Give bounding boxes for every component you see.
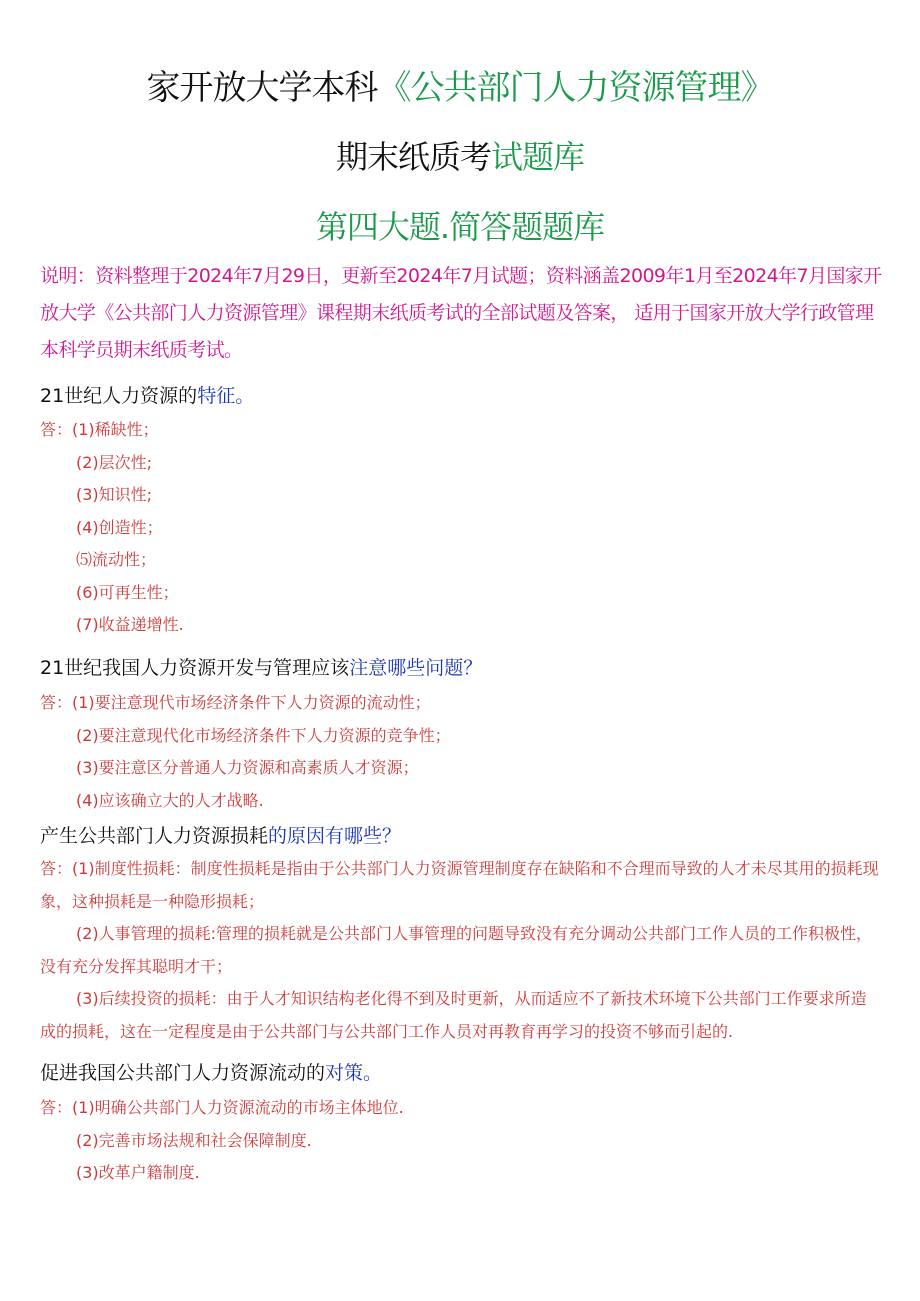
answer-line: (3)要注意区分普通人力资源和高素质人才资源； xyxy=(76,758,419,777)
answer-block-4 xyxy=(40,1092,404,1190)
answer-line: (3)后续投资的损耗：由于人才知识结构老化得不到及时更新，从而适应不了新技术环境下公共部门工作要求所造成的损耗，这在一定程度是由于公共部门与公共部门工作人员对再教育再学习的投资不够而引起的. xyxy=(40,989,867,1041)
answer-line: 答：(1)制度性损耗：制度性损耗是指由于公共部门人力资源管理制度存在缺陷和不合理而导致的人才未尽其用的损耗现象，这种损耗是一种隐形损耗； xyxy=(40,859,879,911)
question-text: 促进我国公共部门人力资源流动的 xyxy=(40,1062,326,1084)
answer-line: 答：(1)明确公共部门人力资源流动的市场主体地位. xyxy=(40,1098,404,1117)
answer-line: 答：(1)稀缺性； xyxy=(40,420,159,439)
question-keyword: 注意哪些问题？ xyxy=(349,657,483,679)
question-text: 21世纪我国人力资源开发与管理应该 xyxy=(40,657,350,679)
question-keyword: 特征。 xyxy=(197,385,255,407)
question-3 xyxy=(40,823,401,849)
answer-line: (4)应该确立大的人才战略. xyxy=(76,790,264,810)
answer-block-2 xyxy=(40,687,451,817)
question-keyword: 对策。 xyxy=(325,1062,383,1084)
answer-line: (2)完善市场法规和社会保障制度. xyxy=(76,1130,312,1150)
question-keyword: 的原因有哪些？ xyxy=(268,825,402,847)
answer-block-1 xyxy=(40,414,184,642)
answer-line: (7)收益递增性. xyxy=(76,615,184,634)
subtitle-green-part: 试题库 xyxy=(491,138,585,176)
answer-line: ⑸流动性； xyxy=(76,550,157,569)
answer-line: (3)改革户籍制度. xyxy=(76,1163,200,1182)
section-title: 第四大题.简答题题库 xyxy=(315,208,605,246)
answer-line: (2)层次性; xyxy=(76,452,153,472)
title-course-name: 《公共部门人力资源管理》 xyxy=(377,68,774,108)
answer-line: (6)可再生性； xyxy=(76,582,179,602)
answer-line: (4)创造性； xyxy=(76,517,163,537)
description-note: 说明：资料整理于2024年7月29日，更新至2024年7月试题；资料涵盖2009年1月至2024年7月国家开放大学《公共部门人力资源管理》课程期末纸质考试的全部试题及答案， 适用于国家开放大学行政管理本科学员期末纸质考试。 xyxy=(40,265,882,361)
question-4 xyxy=(40,1060,382,1086)
answer-line: (3)知识性; xyxy=(76,485,153,504)
document-subtitle xyxy=(0,136,920,178)
title-black-part: 家开放大学本科 xyxy=(146,68,378,108)
answer-line: (2)人事管理的损耗:管理的损耗就是公共部门人事管理的问题导致没有充分调动公共部门工作人员的工作积极性，没有充分发挥其聪明才干； xyxy=(40,924,873,976)
question-2 xyxy=(40,655,482,681)
answer-line: 答：(1)要注意现代市场经济条件下人力资源的流动性； xyxy=(40,693,431,712)
document-title xyxy=(0,66,920,110)
question-text: 产生公共部门人力资源损耗 xyxy=(40,825,269,847)
subtitle-black-part: 期末纸质考 xyxy=(335,138,491,176)
answer-block-3 xyxy=(40,853,880,1048)
question-text: 21世纪人力资源的 xyxy=(40,385,198,407)
question-1 xyxy=(40,383,254,409)
answer-line: (2)要注意现代化市场经济条件下人力资源的竞争性； xyxy=(76,725,451,745)
